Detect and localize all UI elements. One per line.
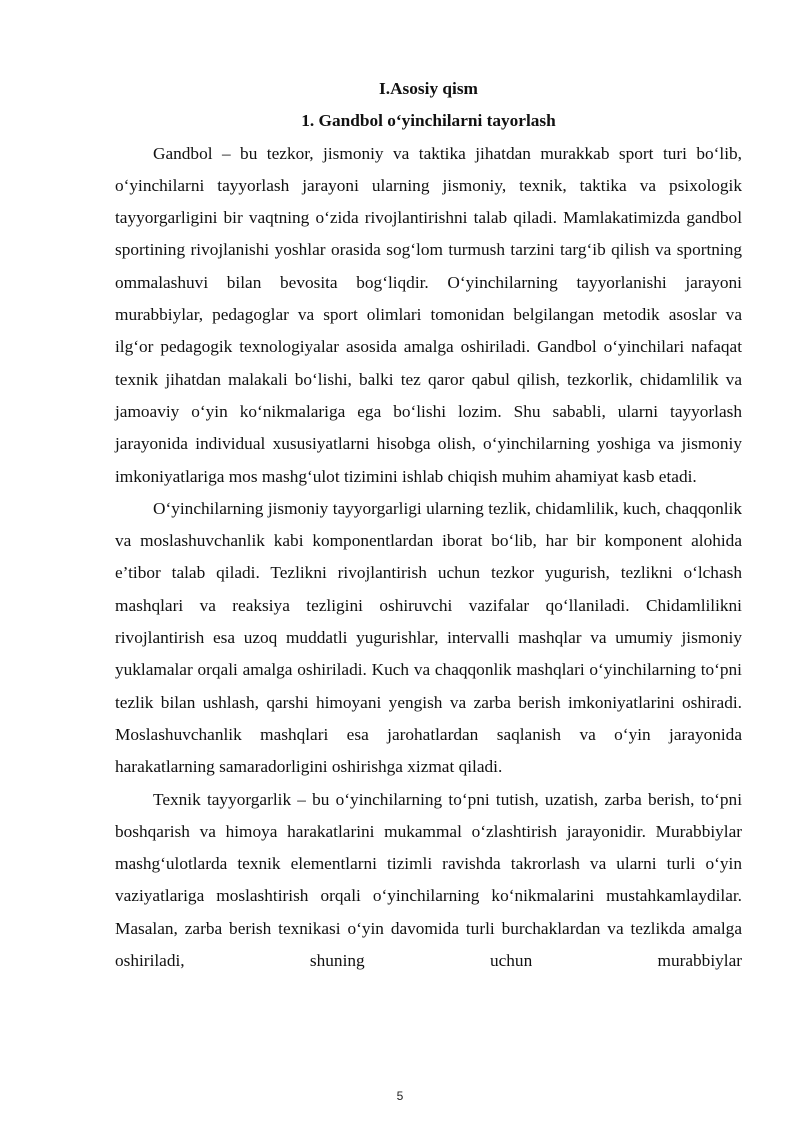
document-page [115,73,742,977]
paragraph-2: O‘yinchilarning jismoniy tayyorgarligi ularning tezlik, chidamlilik, kuch, chaqqonlik va moslashuvchanlik kabi komponentlardan iborat bo‘lib, har bir komponent alohida e’tibor talab qiladi. Tezlikni rivojlantirish uchun tezkor yugurish, tezlikni o‘lchash mashqlari va reaksiya tezligini oshiruvchi vazifalar qo‘llaniladi. Chidamlilikni rivojlantirish esa uzoq muddatli yugurishlar, intervalli mashqlar va umumiy jismoniy yuklamalar orqali amalga oshiriladi. Kuch va chaqqonlik mashqlari o‘yinchilarning to‘pni tezlik bilan ushlash, qarshi himoyani yengish va zarba berish imkoniyatlarini oshiradi. Moslashuvchanlik mashqlari esa jarohatlardan saqlanish va o‘yin jarayonida harakatlarning samaradorligini oshirishga xizmat qiladi. [115,498,742,777]
paragraph-1: Gandbol – bu tezkor, jismoniy va taktika jihatdan murakkab sport turi bo‘lib, o‘yinchilarni tayyorlash jarayoni ularning jismoniy, texnik, taktika va psixologik tayyorgarligini bir vaqtning o‘zida rivojlantirishni talab qiladi. Mamlakatimizda gandbol sportining rivojlanishi yoshlar orasida sog‘lom turmush tarzini targ‘ib qilish va sportning ommalashuvi bilan bevosita bog‘liqdir. O‘yinchilarning tayyorlanishi jarayoni murabbiylar, pedagoglar va sport olimlari tomonidan belgilangan metodik asoslar va ilg‘or pedagogik texnologiyalar asosida amalga oshiriladi. Gandbol o‘yinchilari nafaqat texnik jihatdan malakali bo‘lishi, balki tez qaror qabul qilish, tezkorlik, chidamlilik va jamoaviy o‘yin ko‘nikmalariga ega bo‘lishi lozim. Shu sababli, ularni tayyorlash jarayonida individual xususiyatlarni hisobga olish, o‘yinchilarning yoshiga va jismoniy imkoniyatlariga mos mashg‘ulot tizimini ishlab chiqish muhim ahamiyat kasb etadi. [115,143,742,486]
paragraph-3: Texnik tayyorgarlik – bu o‘yinchilarning to‘pni tutish, uzatish, zarba berish, to‘pni boshqarish va himoya harakatlarini mukammal o‘zlashtirish jarayonidir. Murabbiylar mashg‘ulotlarda texnik elementlarni tizimli ravishda takrorlash va ularni turli o‘yin vaziyatlariga moslashtirish orqali o‘yinchilarning ko‘nikmalarini mustahkamlaydilar. Masalan, zarba berish texnikasi o‘yin davomida turli burchaklardan va tezlikda amalga oshiriladi, shuning uchun murabbiylar [115,789,742,971]
page-number: 5 [396,1089,404,1103]
section-heading: I.Asosiy qism [379,79,478,98]
section-subheading: 1. Gandbol o‘yinchilarni tayorlash [301,111,556,131]
